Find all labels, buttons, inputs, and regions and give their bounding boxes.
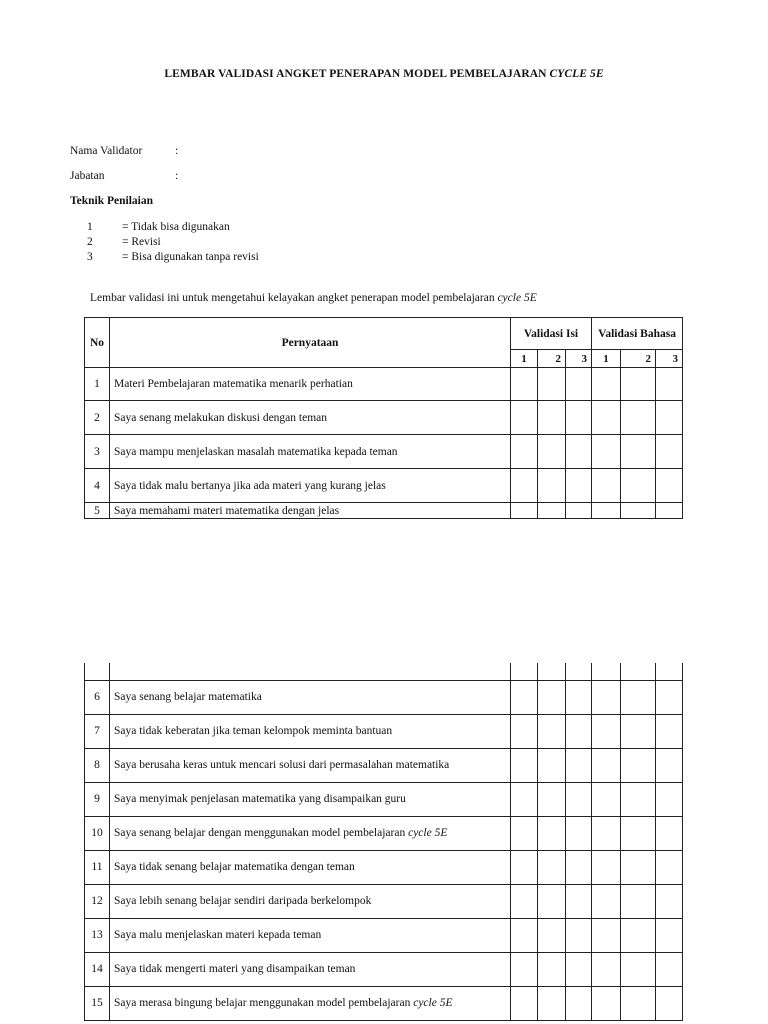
field-colon: : xyxy=(175,170,179,182)
header-validasi-bahasa: Validasi Bahasa xyxy=(592,318,683,350)
rating-cell[interactable] xyxy=(511,435,538,469)
row-number: 8 xyxy=(85,748,110,782)
statement-text: Saya berusaha keras untuk mencari solusi dari permasalahan matematika xyxy=(114,759,450,771)
rating-cell[interactable] xyxy=(592,850,621,884)
row-number: 13 xyxy=(85,918,110,952)
statement-text: Materi Pembelajaran matematika menarik perhatian xyxy=(114,378,353,390)
scale-num: 3 xyxy=(87,251,93,263)
field-label: Jabatan xyxy=(70,170,105,182)
row-number: 9 xyxy=(85,782,110,816)
rating-cell[interactable] xyxy=(592,748,621,782)
row-statement xyxy=(110,918,511,952)
rating-cell[interactable] xyxy=(621,952,656,986)
rating-cell[interactable] xyxy=(592,782,621,816)
row-number: 3 xyxy=(85,435,110,469)
statement-text: Saya merasa bingung belajar menggunakan model pembelajaran xyxy=(114,997,414,1009)
scale-num: 2 xyxy=(87,236,93,248)
rating-cell[interactable] xyxy=(511,918,538,952)
header-pernyataan: Pernyataan xyxy=(110,318,511,368)
rating-cell[interactable] xyxy=(538,884,566,918)
rating-cell[interactable] xyxy=(511,782,538,816)
intro-italic: cycle 5E xyxy=(497,292,537,304)
intro-plain: Lembar validasi ini untuk mengetahui kelayakan angket penerapan model pembelajaran xyxy=(90,292,498,304)
rating-cell[interactable] xyxy=(566,952,592,986)
row-statement xyxy=(110,782,511,816)
rating-cell[interactable] xyxy=(538,782,566,816)
rating-cell[interactable] xyxy=(511,503,538,519)
intro-text xyxy=(90,292,537,304)
rating-cell[interactable] xyxy=(511,986,538,1020)
rating-cell[interactable] xyxy=(538,986,566,1020)
rating-cell[interactable] xyxy=(621,401,656,435)
rating-cell[interactable] xyxy=(566,850,592,884)
rating-cell[interactable] xyxy=(566,435,592,469)
rating-cell[interactable] xyxy=(656,680,683,714)
row-statement xyxy=(110,435,511,469)
table-row xyxy=(85,952,683,986)
row-number: 5 xyxy=(85,503,110,519)
subheader-bahasa-1: 1 xyxy=(592,350,621,368)
rating-cell[interactable] xyxy=(592,469,621,503)
scale-item xyxy=(87,251,259,263)
rating-cell[interactable] xyxy=(538,918,566,952)
rating-cell[interactable] xyxy=(511,401,538,435)
statement-text: Saya tidak keberatan jika teman kelompok meminta bantuan xyxy=(114,725,393,737)
rating-cell[interactable] xyxy=(592,368,621,401)
statement-text: Saya senang belajar dengan menggunakan model pembelajaran xyxy=(114,827,409,839)
rating-cell[interactable] xyxy=(656,503,683,519)
row-statement xyxy=(110,850,511,884)
rating-cell[interactable] xyxy=(566,714,592,748)
subheader-isi-3: 3 xyxy=(566,350,592,368)
table-row xyxy=(85,680,683,714)
subheader-isi-2: 2 xyxy=(538,350,566,368)
rating-cell[interactable] xyxy=(656,782,683,816)
rating-cell[interactable] xyxy=(592,952,621,986)
rating-cell[interactable] xyxy=(656,469,683,503)
rating-cell[interactable] xyxy=(621,748,656,782)
rating-cell[interactable] xyxy=(592,986,621,1020)
row-statement xyxy=(110,469,511,503)
row-statement xyxy=(110,368,511,401)
scale-num: 1 xyxy=(87,221,93,233)
rating-cell[interactable] xyxy=(566,782,592,816)
scale-text: = Revisi xyxy=(122,236,161,248)
statement-italic: cycle 5E xyxy=(413,997,453,1009)
rating-cell[interactable] xyxy=(621,469,656,503)
rating-cell[interactable] xyxy=(538,952,566,986)
statement-text: Saya mampu menjelaskan masalah matematika kepada teman xyxy=(114,445,398,458)
row-statement xyxy=(110,884,511,918)
rating-cell[interactable] xyxy=(621,850,656,884)
table-row xyxy=(85,884,683,918)
rating-cell[interactable] xyxy=(511,952,538,986)
table-row xyxy=(85,782,683,816)
rating-cell[interactable] xyxy=(511,850,538,884)
rating-cell[interactable] xyxy=(566,748,592,782)
row-number: 15 xyxy=(85,986,110,1020)
table-row xyxy=(85,469,683,503)
statement-text: Saya tidak mengerti materi yang disampaikan teman xyxy=(114,963,356,975)
validation-table-page1 xyxy=(84,317,683,519)
row-statement xyxy=(110,986,511,1020)
rating-cell[interactable] xyxy=(656,952,683,986)
rating-cell[interactable] xyxy=(592,884,621,918)
rating-cell[interactable] xyxy=(592,816,621,850)
rating-cell[interactable] xyxy=(538,435,566,469)
row-number: 1 xyxy=(85,368,110,401)
subheader-bahasa-3: 3 xyxy=(656,350,683,368)
row-number: 11 xyxy=(85,850,110,884)
statement-text: Saya tidak senang belajar matematika dengan teman xyxy=(114,861,355,873)
table-row xyxy=(85,368,683,401)
rating-cell[interactable] xyxy=(656,401,683,435)
rating-cell[interactable] xyxy=(538,748,566,782)
rating-cell[interactable] xyxy=(592,401,621,435)
row-statement xyxy=(110,401,511,435)
row-number: 10 xyxy=(85,816,110,850)
rating-cell[interactable] xyxy=(592,435,621,469)
title-italic: CYCLE 5E xyxy=(549,68,604,80)
statement-text: Saya senang melakukan diskusi dengan teman xyxy=(114,411,328,424)
scale-text: = Tidak bisa digunakan xyxy=(122,221,230,233)
rating-cell[interactable] xyxy=(566,401,592,435)
rating-cell[interactable] xyxy=(566,816,592,850)
statement-text: Saya senang belajar matematika xyxy=(114,691,262,703)
rating-cell[interactable] xyxy=(566,986,592,1020)
rating-cell[interactable] xyxy=(592,918,621,952)
rating-cell[interactable] xyxy=(656,816,683,850)
rating-cell[interactable] xyxy=(621,368,656,401)
table-row xyxy=(85,918,683,952)
subheader-isi-1: 1 xyxy=(511,350,538,368)
row-statement xyxy=(110,714,511,748)
rating-cell[interactable] xyxy=(621,918,656,952)
rating-cell[interactable] xyxy=(538,368,566,401)
row-statement xyxy=(110,503,511,519)
rating-cell[interactable] xyxy=(566,884,592,918)
field-label: Nama Validator xyxy=(70,145,143,157)
row-number: 14 xyxy=(85,952,110,986)
header-validasi-isi: Validasi Isi xyxy=(511,318,592,350)
table-row xyxy=(85,748,683,782)
table-row xyxy=(85,503,683,519)
statement-text: Saya menyimak penjelasan matematika yang disampaikan guru xyxy=(114,793,406,805)
table-row xyxy=(85,714,683,748)
rating-cell[interactable] xyxy=(566,469,592,503)
rating-cell[interactable] xyxy=(621,986,656,1020)
rating-cell[interactable] xyxy=(656,918,683,952)
row-number: 12 xyxy=(85,884,110,918)
rating-cell[interactable] xyxy=(656,748,683,782)
rating-cell[interactable] xyxy=(621,782,656,816)
rating-cell[interactable] xyxy=(538,850,566,884)
rating-cell[interactable] xyxy=(656,850,683,884)
rating-cell[interactable] xyxy=(656,884,683,918)
statement-italic: cycle 5E xyxy=(408,827,448,839)
rating-cell[interactable] xyxy=(538,469,566,503)
rating-cell[interactable] xyxy=(566,918,592,952)
row-number: 2 xyxy=(85,401,110,435)
statement-text: Saya malu menjelaskan materi kepada teman xyxy=(114,929,322,941)
rating-cell[interactable] xyxy=(656,986,683,1020)
rating-cell[interactable] xyxy=(538,714,566,748)
statement-text: Saya memahami materi matematika dengan jelas xyxy=(114,504,340,517)
rating-cell[interactable] xyxy=(621,435,656,469)
rating-cell[interactable] xyxy=(538,401,566,435)
row-number: 4 xyxy=(85,469,110,503)
table-row xyxy=(85,850,683,884)
rating-cell[interactable] xyxy=(511,680,538,714)
rating-cell[interactable] xyxy=(566,680,592,714)
rating-cell[interactable] xyxy=(592,714,621,748)
rating-cell[interactable] xyxy=(656,714,683,748)
rating-cell[interactable] xyxy=(621,816,656,850)
header-no: No xyxy=(85,318,110,368)
teknik-penilaian-heading: Teknik Penilaian xyxy=(70,195,153,207)
row-statement xyxy=(110,680,511,714)
rating-cell[interactable] xyxy=(511,469,538,503)
field-nama-validator xyxy=(70,145,178,157)
rating-cell[interactable] xyxy=(656,435,683,469)
title-main: LEMBAR VALIDASI ANGKET PENERAPAN MODEL PEMBELAJARAN xyxy=(164,68,547,80)
rating-cell[interactable] xyxy=(511,884,538,918)
row-number: 7 xyxy=(85,714,110,748)
rating-cell[interactable] xyxy=(592,680,621,714)
scale-item xyxy=(87,236,161,248)
field-jabatan xyxy=(70,170,178,182)
scale-item xyxy=(87,221,230,233)
row-number: 6 xyxy=(85,680,110,714)
document-title xyxy=(0,68,768,80)
rating-cell[interactable] xyxy=(511,714,538,748)
rating-cell[interactable] xyxy=(511,748,538,782)
row-statement xyxy=(110,816,511,850)
rating-cell[interactable] xyxy=(621,680,656,714)
rating-cell[interactable] xyxy=(566,368,592,401)
table-row xyxy=(85,435,683,469)
row-statement xyxy=(110,748,511,782)
validation-table-page2 xyxy=(84,663,683,1021)
statement-text: Saya lebih senang belajar sendiri daripada berkelompok xyxy=(114,895,372,907)
rating-cell[interactable] xyxy=(511,816,538,850)
rating-cell[interactable] xyxy=(621,714,656,748)
table-continuation-stub xyxy=(85,663,683,680)
rating-cell[interactable] xyxy=(511,368,538,401)
table-row xyxy=(85,401,683,435)
scale-text: = Bisa digunakan tanpa revisi xyxy=(122,251,259,263)
table-row xyxy=(85,816,683,850)
rating-cell[interactable] xyxy=(621,884,656,918)
rating-cell[interactable] xyxy=(592,503,621,519)
row-statement xyxy=(110,952,511,986)
rating-cell[interactable] xyxy=(538,816,566,850)
rating-cell[interactable] xyxy=(621,503,656,519)
rating-cell[interactable] xyxy=(566,503,592,519)
rating-cell[interactable] xyxy=(538,680,566,714)
subheader-bahasa-2: 2 xyxy=(621,350,656,368)
rating-cell[interactable] xyxy=(656,368,683,401)
statement-text: Saya tidak malu bertanya jika ada materi yang kurang jelas xyxy=(114,479,386,492)
table-row xyxy=(85,986,683,1020)
field-colon: : xyxy=(175,145,179,157)
rating-cell[interactable] xyxy=(538,503,566,519)
